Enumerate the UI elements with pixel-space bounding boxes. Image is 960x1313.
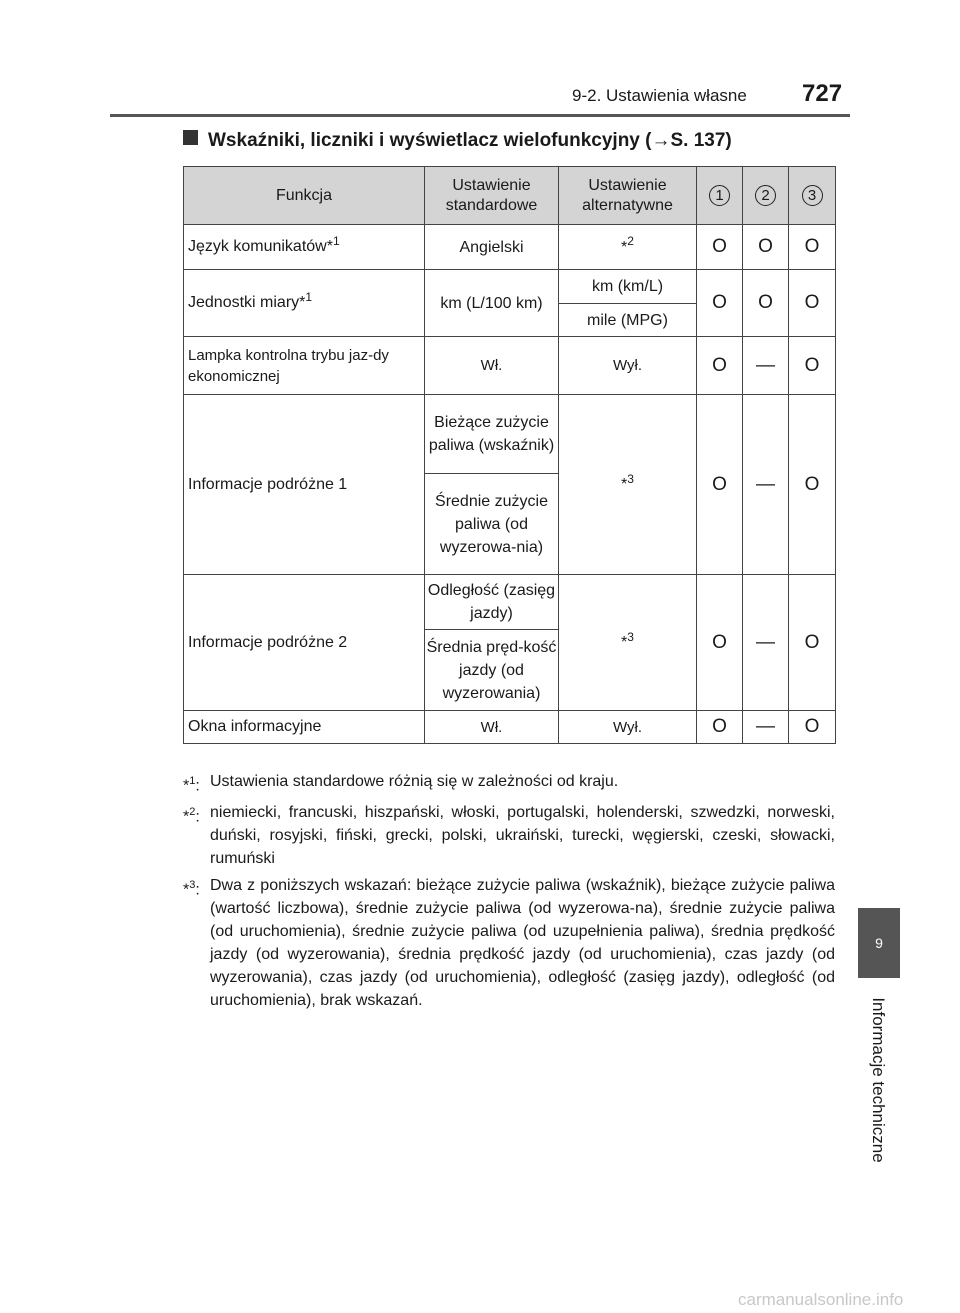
- row-default: Angielski: [425, 225, 559, 270]
- row-mark-2: O: [743, 270, 789, 337]
- row-mark-1: O: [697, 270, 743, 337]
- row-alternative: *2: [559, 225, 697, 270]
- table-header-row: [184, 167, 836, 225]
- footnote-1: [183, 770, 835, 797]
- page-number: 727: [802, 80, 843, 107]
- footnote-text: niemiecki, francuski, hiszpański, włoski, portugalski, holenderski, szwedzki, norweski, duński, rosyjski, fiński, grecki, polski, ukraiński, turecki, węgierski, czeski, słowacki, rumuński: [210, 804, 835, 868]
- row-function: Jednostki miary*1: [184, 270, 425, 337]
- circled-1-icon: 1: [709, 185, 730, 206]
- row-function: Informacje podróżne 1: [184, 395, 425, 575]
- row-default: Odległość (zasięg jazdy): [425, 575, 559, 630]
- row-alternative: Wył.: [559, 711, 697, 744]
- table-row: [184, 575, 836, 630]
- row-mark-2: —: [743, 395, 789, 575]
- row-mark-3: O: [789, 225, 836, 270]
- footnote-text: Ustawienia standardowe różnią się w zależności od kraju.: [210, 773, 619, 790]
- table-row: [184, 337, 836, 395]
- row-alternative: km (km/L): [559, 270, 697, 304]
- row-default: Wł.: [425, 337, 559, 395]
- col-header-2: [743, 167, 789, 225]
- col-header-default: Ustawienie standardowe: [425, 167, 559, 225]
- square-bullet-icon: [183, 130, 198, 145]
- row-mark-1: O: [697, 225, 743, 270]
- row-mark-3: O: [789, 270, 836, 337]
- footnote-marker: *$^2$:: [183, 806, 200, 826]
- heading-ref[interactable]: S. 137): [670, 130, 732, 151]
- footnote-text: Dwa z poniższych wskazań: bieżące zużycie paliwa (wskaźnik), bieżące zużycie paliwa (wartość liczbowa), średnie zużycie paliwa (od wyzerowa-na), średnie zużycie paliwa (od uruchomienia), średnie zużycie paliwa (od uzupełnienia paliwa), średnia prędkość jazdy (od wyzerowania), średnia prędkość jazdy (od uruchomienia), czas jazdy (od wyzerowania), czas jazdy (od uruchomienia), odległość (zasięg jazdy), odległość (od uruchomienia), brak wskazań.: [210, 877, 835, 1010]
- row-default: Średnia pręd-kość jazdy (od wyzerowania): [425, 630, 559, 711]
- row-mark-1: O: [697, 575, 743, 711]
- row-function: Lampka kontrolna trybu jaz-dy ekonomicznej: [184, 337, 425, 395]
- row-mark-1: O: [697, 711, 743, 744]
- heading-text: Wskaźniki, liczniki i wyświetlacz wielofunkcyjny (: [208, 130, 652, 151]
- row-mark-3: O: [789, 711, 836, 744]
- row-alternative: *3: [559, 575, 697, 711]
- footnote-3: [183, 874, 835, 1012]
- row-mark-2: —: [743, 575, 789, 711]
- row-mark-2: O: [743, 225, 789, 270]
- row-default: Bieżące zużycie paliwa (wskaźnik): [425, 395, 559, 474]
- row-mark-1: O: [697, 337, 743, 395]
- chapter-label: [866, 985, 890, 1175]
- row-default: Średnie zużycie paliwa (od wyzerowa-nia): [425, 474, 559, 575]
- row-mark-2: —: [743, 337, 789, 395]
- header-divider: [110, 114, 850, 117]
- row-alternative: mile (MPG): [559, 304, 697, 337]
- row-alternative: Wył.: [559, 337, 697, 395]
- row-mark-2: —: [743, 711, 789, 744]
- circled-2-icon: 2: [755, 185, 776, 206]
- row-function: Okna informacyjne: [184, 711, 425, 744]
- col-header-function: Funkcja: [184, 167, 425, 225]
- arrow-right-icon: →: [651, 130, 671, 151]
- row-function: Informacje podróżne 2: [184, 575, 425, 711]
- watermark: carmanualsonline.info: [738, 1290, 904, 1309]
- table-row: [184, 395, 836, 474]
- footnote-2: [183, 801, 835, 870]
- settings-table: [183, 166, 836, 744]
- row-mark-3: O: [789, 395, 836, 575]
- row-alternative: *3: [559, 395, 697, 575]
- row-default: Wł.: [425, 711, 559, 744]
- row-function: Język komunikatów*1: [184, 225, 425, 270]
- section-heading: [183, 130, 732, 152]
- table-row: [184, 270, 836, 304]
- col-header-3: [789, 167, 836, 225]
- row-mark-1: O: [697, 395, 743, 575]
- footnote-marker: *$^3$:: [183, 879, 200, 899]
- footnote-marker: *$^1$:: [183, 775, 200, 795]
- row-mark-3: O: [789, 337, 836, 395]
- col-header-1: [697, 167, 743, 225]
- circled-3-icon: 3: [802, 185, 823, 206]
- table-row: [184, 711, 836, 744]
- row-mark-3: O: [789, 575, 836, 711]
- row-default: km (L/100 km): [425, 270, 559, 337]
- col-header-alternative: Ustawienie alternatywne: [559, 167, 697, 225]
- chapter-label-text: Informacje techniczne: [869, 997, 888, 1163]
- footnotes: [183, 770, 835, 1016]
- section-title: 9-2. Ustawienia własne: [572, 86, 747, 105]
- table-row: [184, 225, 836, 270]
- chapter-tab[interactable]: 9: [858, 908, 900, 978]
